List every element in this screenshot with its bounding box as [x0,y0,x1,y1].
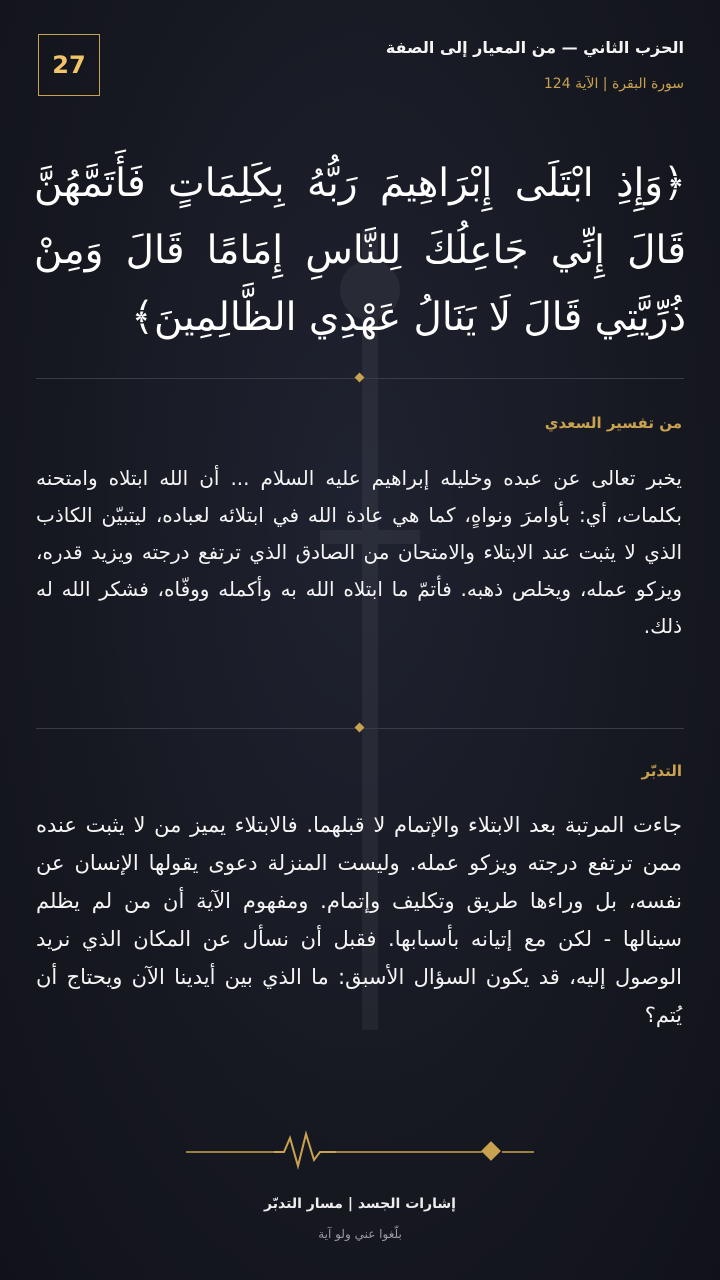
header [36,30,684,100]
tafsir-title: من تفسير السعدي [544,414,682,432]
footer-subtitle: بلّغوا عني ولو آية [318,1227,402,1241]
tafsir-body: يخبر تعالى عن عبده وخليله إبراهيم عليه السلام ... أن الله ابتلاه وامتحنه بكلمات، أي: بأوامرَ ونواهٍ، كما هي عادة الله في ابتلائه لعباده، ليتبيّن الكاذب الذي لا يثبت عند الابتلاء والامتحان من الصادق الذي ترتفع درجته ويزيد قدره، ويزكو عمله، ويخلص ذهبه. فأتمّ ما ابتلاه الله به وأكمله ووفّاه، فشكر الله له ذلك. [36,466,682,638]
page-number-badge: 27 [38,34,100,96]
diamond-ornament-icon [355,373,365,383]
tadabbur-title: التدبّر [641,762,682,780]
surah-reference: سورة البقرة | الآية 124 [543,76,684,92]
heartbeat-ornament-icon [186,1130,534,1174]
tadabbur-body: جاءت المرتبة بعد الابتلاء والإتمام لا قبلهما. فالابتلاء يميز من لا يثبت عنده ممن ترتفع درجته ويزكو عمله. وليست المنزلة دعوى يقولها الإنسان عن نفسه، بل وراءها طريق وتكليف وإتمام. ومفهوم الآية أن من لم يظلم سينالها - لكن مع إتيانه بأسبابها. فقبل أن نسأل عن المكان الذي نريد الوصول إليه، قد يكون السؤال الأسبق: ما الذي بين أيدينا الآن ويحتاج أن يُتم؟ [36,813,682,1027]
quran-verse: ﴿وَإِذِ ابْتَلَى إِبْرَاهِيمَ رَبُّهُ بِكَلِمَاتٍ فَأَتَمَّهُنَّ قَالَ إِنِّي جَاعِلُكَ لِلنَّاسِ إِمَامًا قَالَ وَمِنْ ذُرِّيَّتِي قَالَ لَا يَنَالُ عَهْدِي الظَّالِمِينَ﴾ [34,161,686,340]
footer-title: إشارات الجسد | مسار التدبّر [264,1196,456,1212]
series-title: الحزب الثاني — من المعيار إلى الصفة [385,38,684,57]
diamond-ornament-icon [355,723,365,733]
